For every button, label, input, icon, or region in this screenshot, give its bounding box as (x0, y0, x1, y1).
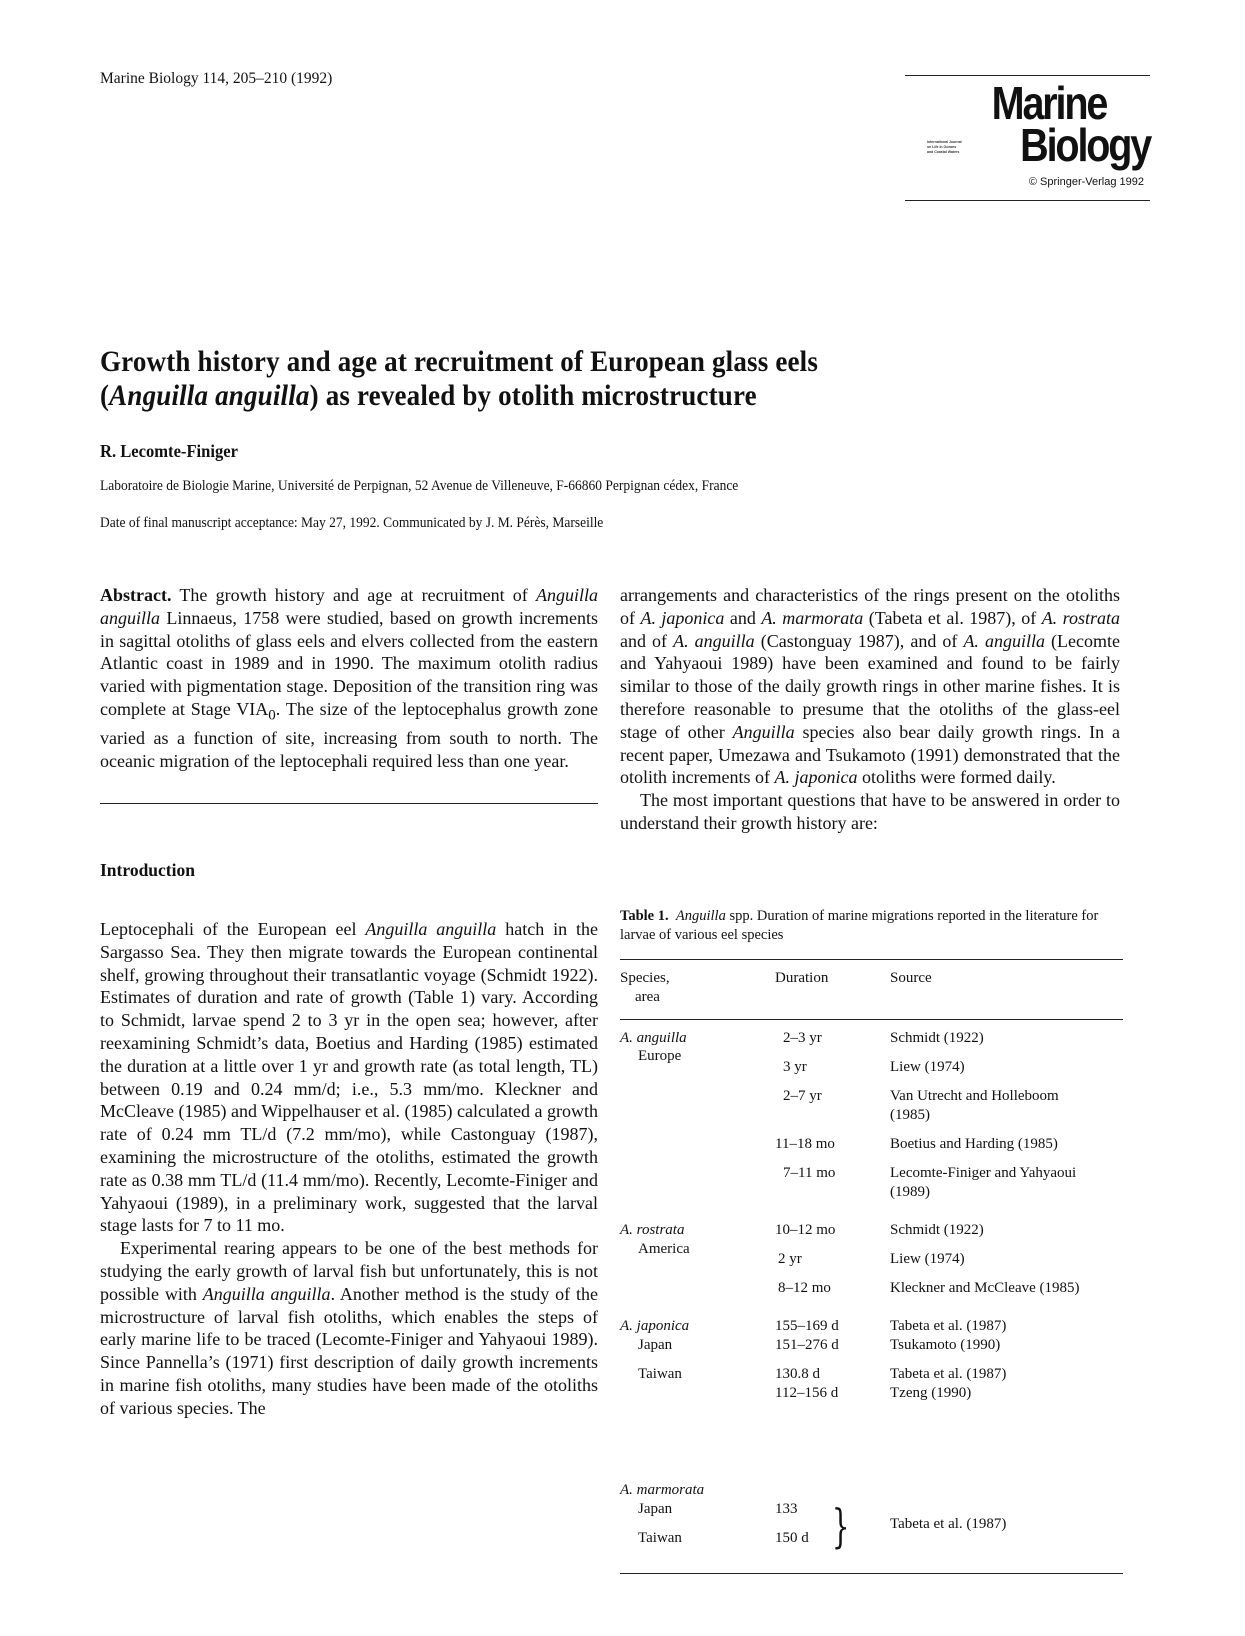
text-run: and of (620, 630, 674, 651)
duration-cell: 155–169 d (775, 1318, 839, 1334)
source-cell: Liew (1974) (890, 1059, 965, 1075)
species-name: A. japonica (774, 767, 858, 788)
species-cell (620, 1221, 684, 1240)
abstract (100, 584, 598, 773)
right-brace-icon: } (831, 1499, 850, 1553)
header-species: Species, (620, 970, 670, 986)
title-line-2 (100, 379, 1000, 413)
duration-cell: 10–12 mo (775, 1222, 836, 1238)
section-heading-introduction: Introduction (100, 860, 195, 880)
text-run: hatch in the Sargasso Sea. They then migrate towards the European continental shelf, growing throughout their transatlantic voyage (Schmidt 1922). Estimates of duration and rate of growth (Table 1) vary. According to Schmidt, larvae spend 2 to 3 yr in the open sea; however, after reexamining Schmidt’s data, Boetius and Harding (1985) estimated the duration at a little over 1 yr and growth rate (as total length, TL) between 0.19 and 0.24 mm/d; i.e., 5.3 mm/mo. Kleckner and McCleave (1985) and Wippelhauser et al. (1985) calculated a growth rate of 0.24 mm TL/d (7.2 mm/mo), while Castonguay (1987), examining the microstructure of the otoliths, estimated the growth rate as 0.38 mm TL/d (11.4 mm/mo). Recently, Lecomte-Finiger and Yahyaoui (1989), in a preliminary work, suggested that the larval stage lasts for 7 to 11 mo. (100, 919, 598, 1236)
intro-paragraph-2 (100, 1237, 598, 1419)
table-caption (620, 907, 1125, 945)
species-cell (620, 1029, 687, 1048)
journal-logo-line2: Biology (1019, 119, 1150, 171)
subscript: 0 (268, 707, 276, 724)
text-run: otoliths were formed daily. (857, 767, 1056, 788)
species-name: Anguilla anguilla (365, 919, 497, 939)
duration-cell: 130.8 d (775, 1366, 820, 1382)
source-cell-cont: (1989) (890, 1184, 930, 1200)
text-run: . Another method is the study of the microstructure of larval fish otoliths, which enables the steps of early marine life to be traced (Lecomte-Finiger and Yahyaoui 1989). Since Pannella’s (1971) first description of daily growth increments in marine fish otoliths, many studies have been made of the otoliths of various species. The (100, 1283, 598, 1418)
table-top-rule (620, 959, 1123, 960)
source-cell: Schmidt (1922) (890, 1222, 984, 1238)
source-cell: Lecomte-Finiger and Yahyaoui (890, 1165, 1077, 1181)
intro-paragraph-1 (100, 918, 598, 1237)
tagline-line: International Journal (927, 140, 962, 144)
header-duration: Duration (775, 970, 829, 986)
duration-cell: 112–156 d (775, 1385, 839, 1401)
text-run: (Castonguay 1987), and of (754, 630, 964, 651)
title-species: Anguilla anguilla (109, 379, 310, 412)
area-cell: Japan (638, 1501, 673, 1517)
species-name: Anguilla (675, 908, 726, 924)
abstract-divider (100, 803, 598, 804)
text-run: and (724, 607, 762, 628)
table-bottom-rule (620, 1573, 1123, 1574)
journal-masthead (905, 75, 1150, 205)
species-name: A. anguilla (673, 630, 755, 651)
species-name: A. rostrata (620, 1222, 685, 1238)
area-cell: America (638, 1241, 690, 1257)
source-cell-cont: (1985) (890, 1107, 930, 1123)
duration-cell: 133 (775, 1501, 798, 1517)
text-run: arrangements and characteristics of the rings present on the otoliths of (620, 585, 1120, 628)
text-run: The growth history and age at recruitment of (171, 585, 536, 605)
source-cell: Van Utrecht and Holleboom (890, 1088, 1059, 1104)
title-rest: ) as revealed by otolith microstructure (309, 379, 757, 412)
caption-text: spp. Duration of marine migrations reported in the literature for larvae of various eel species (620, 908, 1099, 943)
species-name: Anguilla anguilla (100, 585, 598, 628)
abstract-paragraph (100, 584, 598, 773)
source-cell: Schmidt (1922) (890, 1030, 984, 1046)
masthead-bottom-rule (905, 200, 1150, 201)
journal-logo-line1: Marine (991, 77, 1106, 129)
author-name: R. Lecomte-Finiger (100, 441, 238, 461)
table-label: Table 1. (620, 908, 669, 924)
title-paren: ( (100, 379, 110, 412)
species-cell (620, 1317, 689, 1336)
text-run: (Tabeta et al. 1987), of (863, 607, 1042, 628)
source-cell: Tabeta et al. (1987) (890, 1516, 1007, 1532)
manuscript-dates: Date of final manuscript acceptance: May 27, 1992. Communicated by J. M. Pérès, Marseille (100, 515, 604, 531)
table-header-rule (620, 1019, 1123, 1020)
abstract-label: Abstract. (100, 585, 172, 605)
intro-paragraph-2-cont (620, 584, 1120, 789)
duration-cell: 150 d (775, 1530, 809, 1546)
duration-cell: 151–276 d (775, 1337, 839, 1353)
article-title (100, 345, 1000, 413)
area-cell: Europe (638, 1048, 682, 1064)
source-cell: Boetius and Harding (1985) (890, 1136, 1058, 1152)
journal-tagline (927, 140, 967, 155)
duration-cell: 8–12 mo (778, 1280, 831, 1296)
species-name: Anguilla anguilla (202, 1283, 331, 1304)
header-source: Source (890, 970, 932, 986)
text-run: . The size of the leptocephalus growth zone varied as a function of site, increasing from south to north. The oceanic migration of the leptocephali required less than one year. (100, 698, 598, 772)
duration-cell: 7–11 mo (783, 1165, 836, 1181)
text-run: Experimental rearing appears to be one of the best methods for studying the early growth of larval fish but unfortunately, this is not possible with (100, 1238, 598, 1304)
intro-paragraph-3: The most important questions that have to be answered in order to understand their growth history are: (620, 790, 1120, 833)
species-name: A. japonica (620, 1318, 690, 1334)
text-run: Linnaeus, 1758 were studied, based on growth increments in sagittal otoliths of glass eels and elvers collected from the eastern Atlantic coast in 1989 and in 1990. The maximum otolith radius varied with pigmentation stage. Deposition of the transition ring was complete at Stage VIA (100, 607, 598, 719)
duration-cell: 11–18 mo (775, 1136, 835, 1152)
species-name: A. marmorata (761, 607, 864, 628)
species-name: A. marmorata (620, 1482, 705, 1498)
text-run: Leptocephali of the European eel (100, 919, 366, 939)
introduction-body (100, 918, 598, 1420)
species-name: A. japonica (640, 607, 725, 628)
tagline-line: and Coastal Waters (927, 150, 960, 154)
species-name: Anguilla (732, 721, 795, 742)
right-column-body (620, 584, 1120, 835)
species-name: A. rostrata (1041, 607, 1120, 628)
species-name: A. anguilla (620, 1030, 687, 1046)
source-cell: Kleckner and McCleave (1985) (890, 1280, 1080, 1296)
copyright-notice: © Springer-Verlag 1992 (1028, 176, 1144, 188)
running-head: Marine Biology 114, 205–210 (1992) (100, 70, 333, 87)
text-run: (Lecomte and Yahyaoui 1989) have been examined and found to be fairly similar to those of the daily growth rings in other marine fishes. It is therefore reasonable to presume that the otoliths of the glass-eel stage of other (620, 630, 1121, 742)
area-cell: Taiwan (638, 1530, 682, 1546)
author-affiliation: Laboratoire de Biologie Marine, Université de Perpignan, 52 Avenue de Villeneuve, F-66860 Perpignan cédex, France (100, 478, 739, 494)
source-cell: Tzeng (1990) (890, 1385, 972, 1401)
area-cell: Japan (638, 1337, 673, 1353)
masthead-top-rule (905, 75, 1150, 76)
species-name: A. anguilla (963, 630, 1045, 651)
tagline-line: on Life in Oceans (927, 145, 957, 149)
source-cell: Tabeta et al. (1987) (890, 1366, 1007, 1382)
title-line-1: Growth history and age at recruitment of European glass eels (100, 345, 819, 378)
source-cell: Liew (1974) (890, 1251, 965, 1267)
duration-cell: 2–7 yr (783, 1088, 822, 1104)
source-cell: Tsukamoto (1990) (890, 1337, 1001, 1353)
header-area: area (635, 989, 660, 1005)
source-cell: Tabeta et al. (1987) (890, 1318, 1007, 1334)
species-cell (620, 1481, 704, 1500)
area-cell: Taiwan (638, 1366, 682, 1382)
text-run: species also bear daily growth rings. In a recent paper, Umezawa and Tsukamoto (1991) demonstrated that the otolith increments of (620, 721, 1120, 788)
duration-cell: 3 yr (783, 1059, 807, 1075)
duration-cell: 2–3 yr (783, 1030, 822, 1046)
duration-cell: 2 yr (778, 1251, 802, 1267)
